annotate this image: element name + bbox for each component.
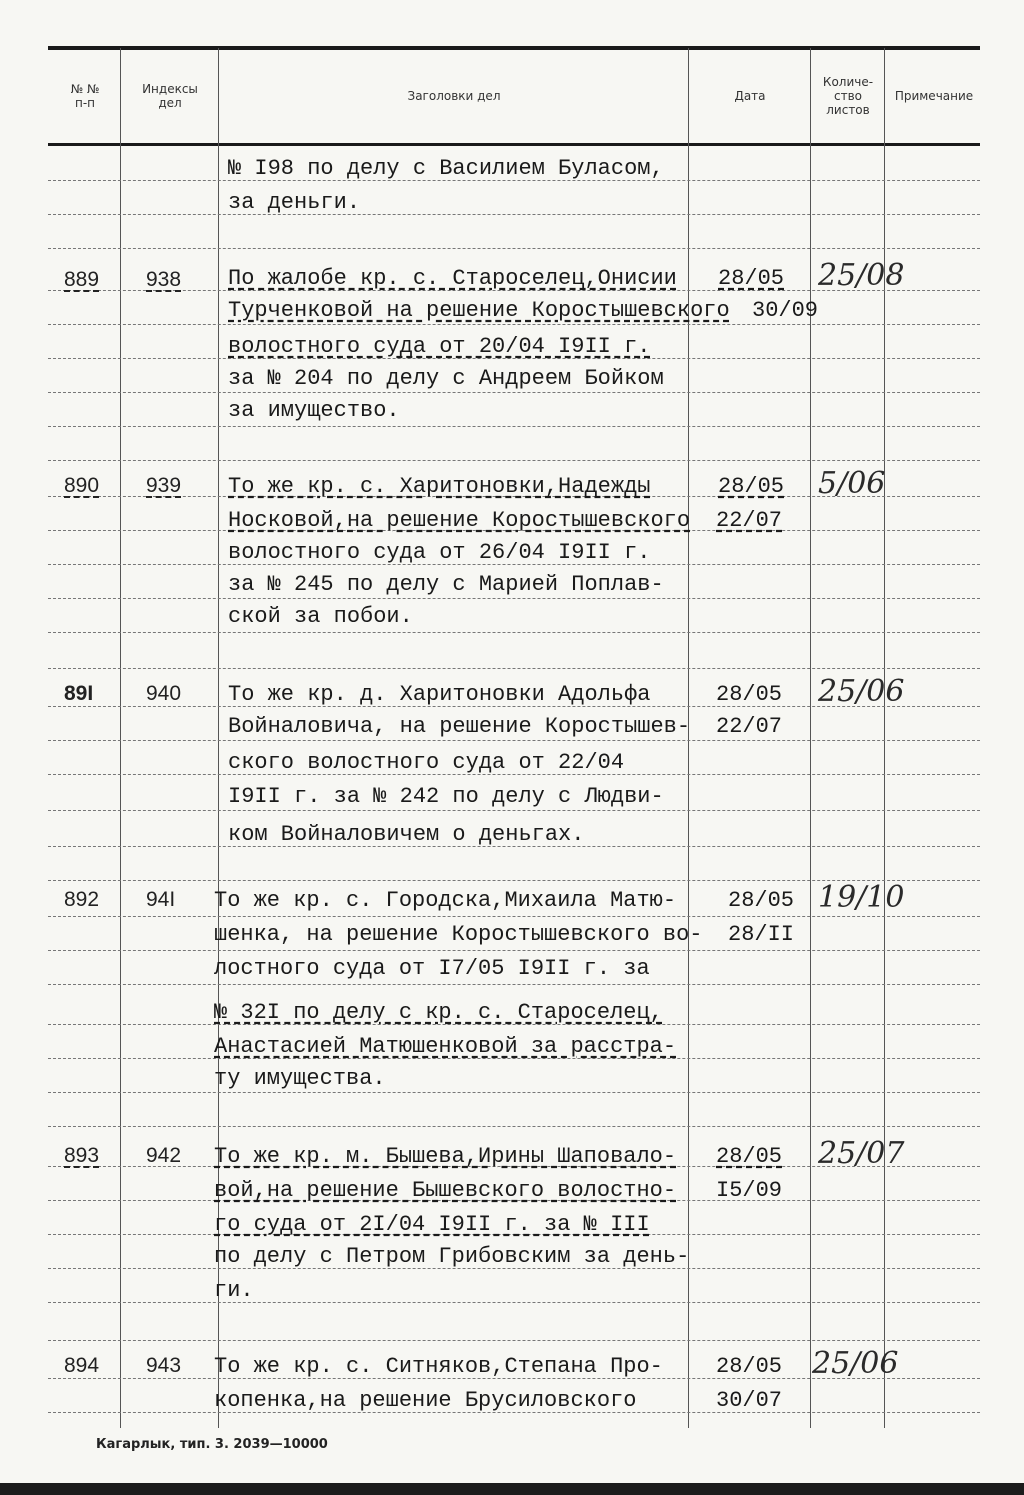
entry-line: Носковой,на решение Коростышевского xyxy=(228,508,691,533)
ruled-line xyxy=(48,598,980,599)
entry-date-start: 28/05 xyxy=(716,1354,783,1379)
entry-date-end: 22/07 xyxy=(716,508,783,533)
entry-index: 939 xyxy=(146,474,182,497)
entry-date-end: 22/07 xyxy=(716,714,783,739)
entry-sheets: 25/08 xyxy=(818,258,905,293)
column-divider xyxy=(120,48,121,1428)
entry-date-start: 28/05 xyxy=(716,682,783,707)
entry-line: вой,на решение Бышевского волостно- xyxy=(214,1178,677,1203)
header-note: Примечание xyxy=(894,89,974,103)
entry-line: То же кр. с. Городска,Михаила Матю- xyxy=(214,888,677,913)
entry-number: 889 xyxy=(64,268,100,291)
entry-index: 943 xyxy=(146,1354,182,1377)
ruled-line xyxy=(48,668,980,669)
entry-line: копенка,на решение Брусиловского xyxy=(214,1388,637,1413)
header-bottom-rule xyxy=(48,143,980,146)
entry-date-end: 30/07 xyxy=(716,1388,783,1413)
entry-number: 894 xyxy=(64,1354,100,1377)
ruled-line xyxy=(48,1092,980,1093)
header-top-rule xyxy=(48,46,980,50)
ruled-line xyxy=(48,1302,980,1303)
entry-line: То же кр. м. Бышева,Ирины Шаповало- xyxy=(214,1144,677,1169)
entry-index: 938 xyxy=(146,268,182,291)
entry-line: за № 245 по делу с Марией Поплав- xyxy=(228,572,664,597)
entry-date-end: I5/09 xyxy=(716,1178,783,1203)
column-divider xyxy=(884,48,885,1428)
entry-line: волостного суда от 20/04 I9II г. xyxy=(228,334,651,359)
entry-line: Анастасией Матюшенковой за расстра- xyxy=(214,1034,677,1059)
entry-date-start: 28/05 xyxy=(728,888,795,913)
header-index: Индексы дел xyxy=(142,82,198,110)
scan-edge xyxy=(0,1483,1024,1495)
entry-line: ской за побои. xyxy=(228,604,413,629)
printer-imprint: Кагарлык, тип. 3. 2039—10000 xyxy=(96,1437,328,1452)
entry-date-end: 30/09 xyxy=(752,298,819,323)
entry-line: То же кр. д. Харитоновки Адольфа xyxy=(228,682,651,707)
entry-sheets: 5/06 xyxy=(818,466,886,501)
entry-date-start: 28/05 xyxy=(716,1144,783,1169)
entry-date-end: 28/II xyxy=(728,922,795,947)
entry-line: I9II г. за № 242 по делу с Людви- xyxy=(228,784,664,809)
entry-line: за имущество. xyxy=(228,398,400,423)
entry-line: шенка, на решение Коростышевского во- xyxy=(214,922,703,947)
column-divider xyxy=(810,48,811,1428)
ruled-line xyxy=(48,214,980,215)
ruled-line xyxy=(48,984,980,985)
entry-line: ком Войналовичем о деньгах. xyxy=(228,822,585,847)
entry-sheets: 25/07 xyxy=(818,1136,905,1171)
entry-number: 89I xyxy=(64,682,94,705)
ruled-line xyxy=(48,426,980,427)
ruled-line xyxy=(48,324,980,325)
ruled-line xyxy=(48,950,980,951)
ruled-line xyxy=(48,392,980,393)
entry-line: Турченковой на решение Коростышевского xyxy=(228,298,730,323)
entry-line: волостного суда от 26/04 I9II г. xyxy=(228,540,651,565)
entry-sheets: 25/06 xyxy=(812,1346,899,1381)
entry-line: за № 204 по делу с Андреем Бойком xyxy=(228,366,664,391)
entry-line: Войналовича, на решение Коростышев- xyxy=(228,714,691,739)
ruled-line xyxy=(48,248,980,249)
continuation-line: № I98 по делу с Василием Буласом, xyxy=(228,156,664,181)
entry-date-start: 28/05 xyxy=(718,266,785,291)
ruled-line xyxy=(48,916,980,917)
entry-line: ского волостного суда от 22/04 xyxy=(228,750,625,775)
ruled-line xyxy=(48,810,980,811)
entry-number: 892 xyxy=(64,888,100,911)
entry-line: го суда от 2I/04 I9II г. за № III xyxy=(214,1212,650,1237)
ruled-line xyxy=(48,632,980,633)
ruled-line xyxy=(48,1340,980,1341)
entry-line: То же кр. с. Харитоновки,Надежды xyxy=(228,474,651,499)
entry-line: То же кр. с. Ситняков,Степана Про- xyxy=(214,1354,663,1379)
entry-line: № 32I по делу с кр. с. Староселец, xyxy=(214,1000,663,1025)
header-title: Заголовки дел xyxy=(407,89,501,103)
header-sheets: Количе- ство листов xyxy=(822,75,874,117)
header-number: № № п-п xyxy=(70,82,100,110)
entry-line: ту имущества. xyxy=(214,1066,386,1091)
entry-number: 890 xyxy=(64,474,100,497)
entry-index: 94I xyxy=(146,888,176,911)
continuation-line: за деньги. xyxy=(228,190,361,215)
entry-line: ги. xyxy=(214,1278,254,1303)
entry-sheets: 19/10 xyxy=(818,880,905,915)
ruled-line xyxy=(48,1126,980,1127)
ruled-line xyxy=(48,460,980,461)
entry-line: лостного суда от I7/05 I9II г. за xyxy=(214,956,650,981)
entry-index: 940 xyxy=(146,682,182,705)
entry-number: 893 xyxy=(64,1144,100,1167)
entry-line: По жалобе кр. с. Староселец,Онисии xyxy=(228,266,677,291)
ruled-line xyxy=(48,740,980,741)
entry-index: 942 xyxy=(146,1144,182,1167)
entry-date-start: 28/05 xyxy=(718,474,785,499)
entry-line: по делу с Петром Грибовским за день- xyxy=(214,1244,690,1269)
entry-sheets: 25/06 xyxy=(818,674,905,709)
header-date: Дата xyxy=(734,89,766,103)
